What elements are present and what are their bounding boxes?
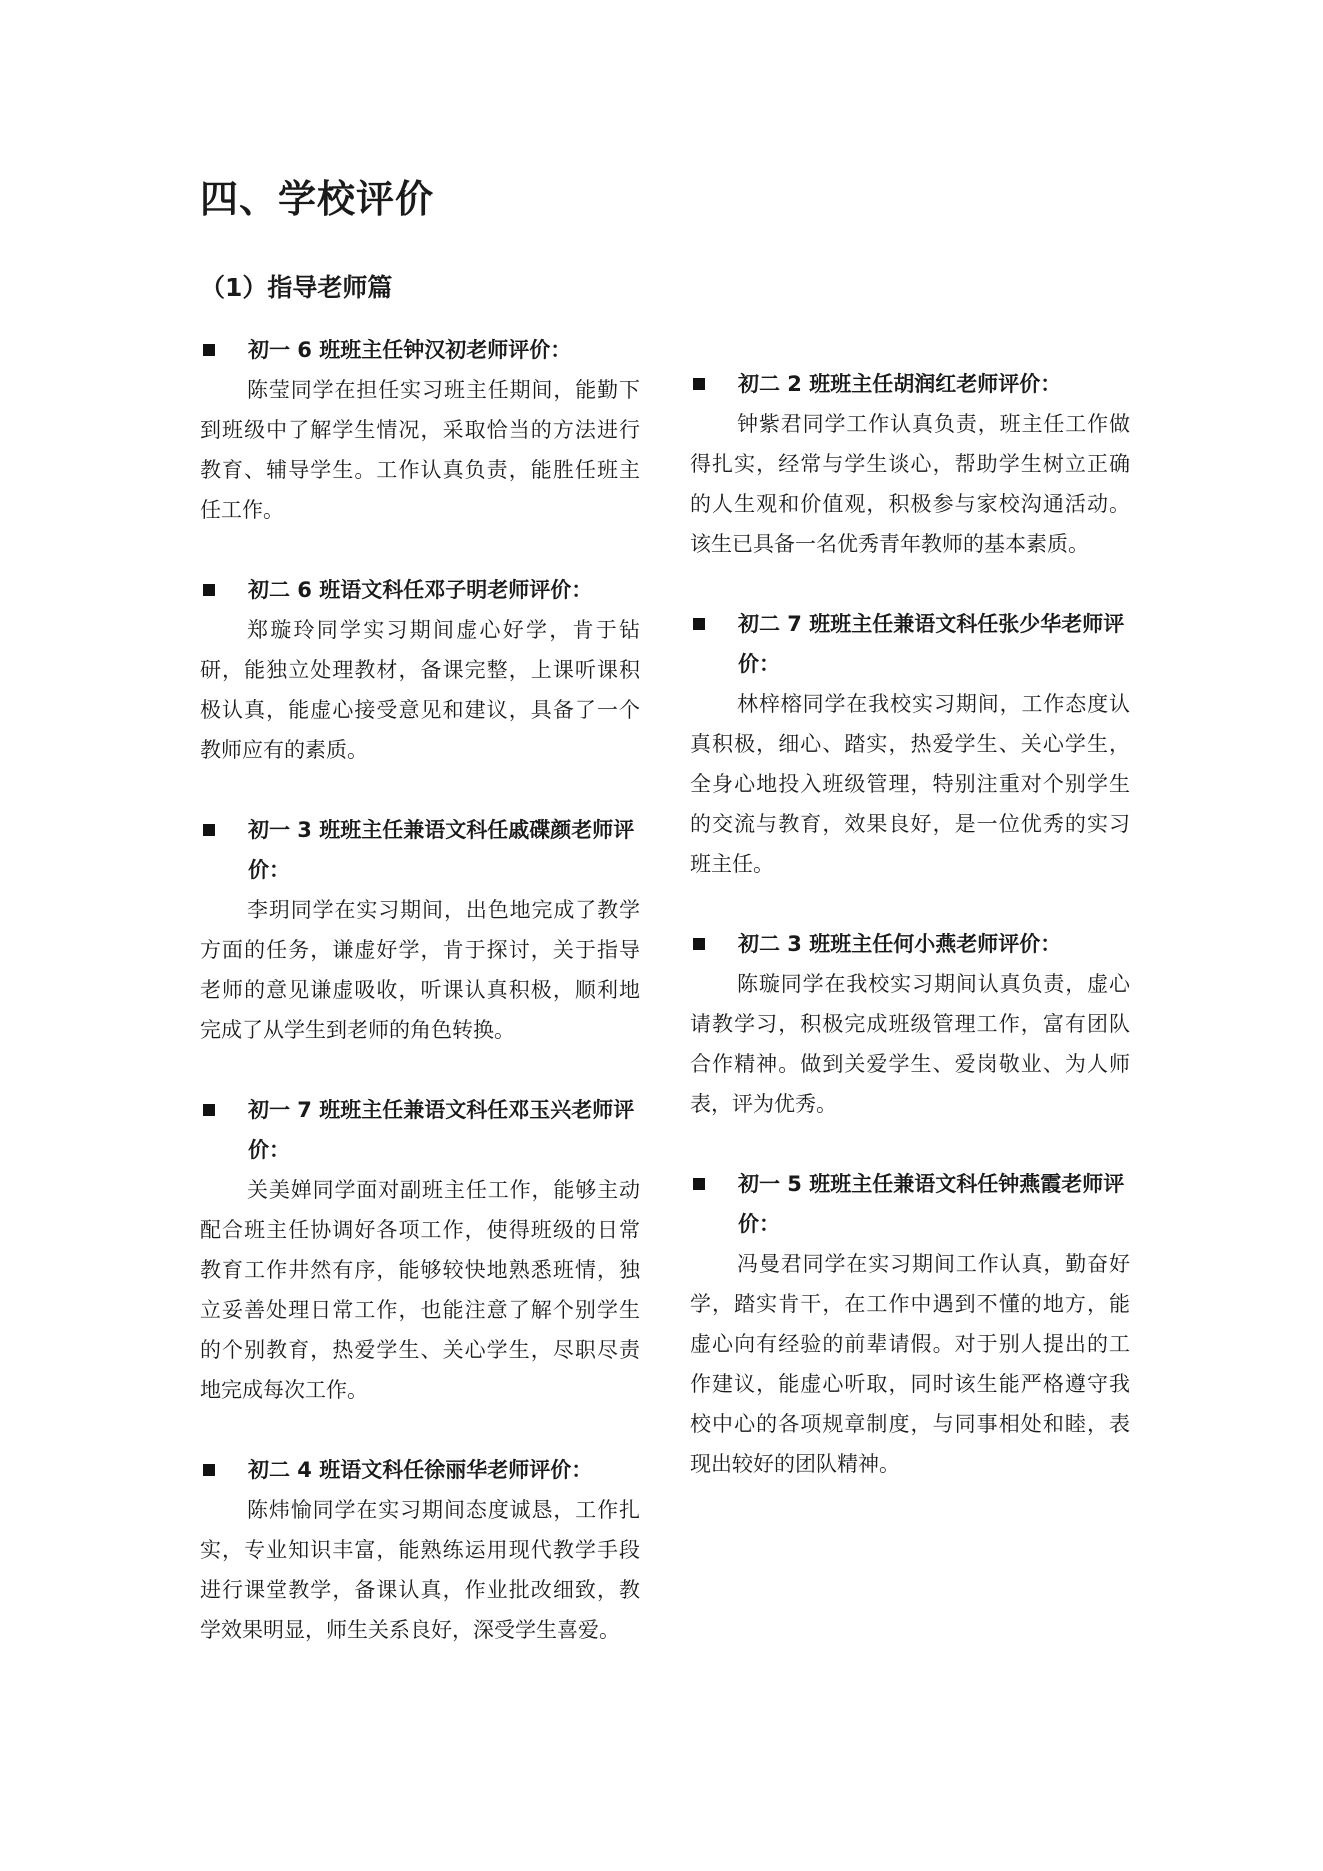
entry-heading-text: 初一 3 班班主任兼语文科任戚碟颜老师评价： <box>248 818 635 882</box>
square-bullet-icon <box>203 344 215 356</box>
entry-heading <box>200 330 640 370</box>
entry-heading-text: 初二 4 班语文科任徐丽华老师评价： <box>248 1458 593 1482</box>
evaluation-entry <box>690 924 1130 1124</box>
entry-body: 陈璇同学在我校实习期间认真负责，虚心请教学习，积极完成班级管理工作，富有团队合作精神。做到关爱学生、爱岗敬业、为人师表，评为优秀。 <box>690 972 1130 1116</box>
entry-body: 陈炜愉同学在实习期间态度诚恳，工作扎实，专业知识丰富，能熟练运用现代教学手段进行课堂教学，备课认真，作业批改细致，教学效果明显，师生关系良好，深受学生喜爱。 <box>200 1498 640 1642</box>
entry-heading <box>200 1450 640 1490</box>
entry-body: 关美婵同学面对副班主任工作，能够主动配合班主任协调好各项工作，使得班级的日常教育工作井然有序，能够较快地熟悉班情，独立妥善处理日常工作，也能注意了解个别学生的个别教育，热爱学生、关心学生，尽职尽责地完成每次工作。 <box>200 1178 640 1402</box>
entry-heading <box>200 1090 640 1170</box>
evaluation-entry <box>200 810 640 1050</box>
subsection-title: （1）指导老师篇 <box>200 273 393 302</box>
evaluation-entry <box>690 604 1130 884</box>
entry-heading-text: 初二 7 班班主任兼语文科任张少华老师评价： <box>738 612 1125 676</box>
entry-heading <box>690 364 1130 404</box>
entry-heading <box>690 1164 1130 1244</box>
entry-heading <box>690 924 1130 964</box>
section-title: 四、学校评价 <box>200 177 435 221</box>
entry-heading-text: 初一 7 班班主任兼语文科任邓玉兴老师评价： <box>248 1098 635 1162</box>
entry-heading <box>690 604 1130 684</box>
evaluation-entry <box>690 1164 1130 1484</box>
square-bullet-icon <box>203 584 215 596</box>
square-bullet-icon <box>693 618 705 630</box>
entry-heading-text: 初一 5 班班主任兼语文科任钟燕霞老师评价： <box>738 1172 1125 1236</box>
entry-heading-text: 初二 6 班语文科任邓子明老师评价： <box>248 578 593 602</box>
left-column <box>200 330 640 1690</box>
right-column <box>690 364 1130 1524</box>
evaluation-entry <box>200 1450 640 1650</box>
evaluation-entry <box>690 364 1130 564</box>
entry-heading-text: 初一 6 班班主任钟汉初老师评价： <box>248 338 572 362</box>
square-bullet-icon <box>203 824 215 836</box>
square-bullet-icon <box>203 1464 215 1476</box>
evaluation-entry <box>200 330 640 530</box>
entry-heading <box>200 810 640 890</box>
entry-body: 冯曼君同学在实习期间工作认真，勤奋好学，踏实肯干，在工作中遇到不懂的地方，能虚心向有经验的前辈请假。对于别人提出的工作建议，能虚心听取，同时该生能严格遵守我校中心的各项规章制度，与同事相处和睦，表现出较好的团队精神。 <box>690 1252 1130 1476</box>
entry-heading-text: 初二 2 班班主任胡润红老师评价： <box>738 372 1062 396</box>
square-bullet-icon <box>693 1178 705 1190</box>
square-bullet-icon <box>693 938 705 950</box>
entry-body: 郑璇玲同学实习期间虚心好学，肯于钻研，能独立处理教材，备课完整，上课听课积极认真，能虚心接受意见和建议，具备了一个教师应有的素质。 <box>200 618 640 762</box>
entry-body: 陈莹同学在担任实习班主任期间，能勤下到班级中了解学生情况，采取恰当的方法进行教育、辅导学生。工作认真负责，能胜任班主任工作。 <box>200 378 640 522</box>
entry-body: 李玥同学在实习期间，出色地完成了教学方面的任务，谦虚好学，肯于探讨，关于指导老师的意见谦虚吸收，听课认真积极，顺利地完成了从学生到老师的角色转换。 <box>200 898 640 1042</box>
evaluation-entry <box>200 570 640 770</box>
entry-heading <box>200 570 640 610</box>
square-bullet-icon <box>203 1104 215 1116</box>
evaluation-entry <box>200 1090 640 1410</box>
entry-body: 林梓榕同学在我校实习期间，工作态度认真积极，细心、踏实，热爱学生、关心学生，全身心地投入班级管理，特别注重对个别学生的交流与教育，效果良好，是一位优秀的实习班主任。 <box>690 692 1130 876</box>
square-bullet-icon <box>693 378 705 390</box>
entry-heading-text: 初二 3 班班主任何小燕老师评价： <box>738 932 1062 956</box>
entry-body: 钟紫君同学工作认真负责，班主任工作做得扎实，经常与学生谈心，帮助学生树立正确的人生观和价值观，积极参与家校沟通活动。该生已具备一名优秀青年教师的基本素质。 <box>690 412 1130 556</box>
